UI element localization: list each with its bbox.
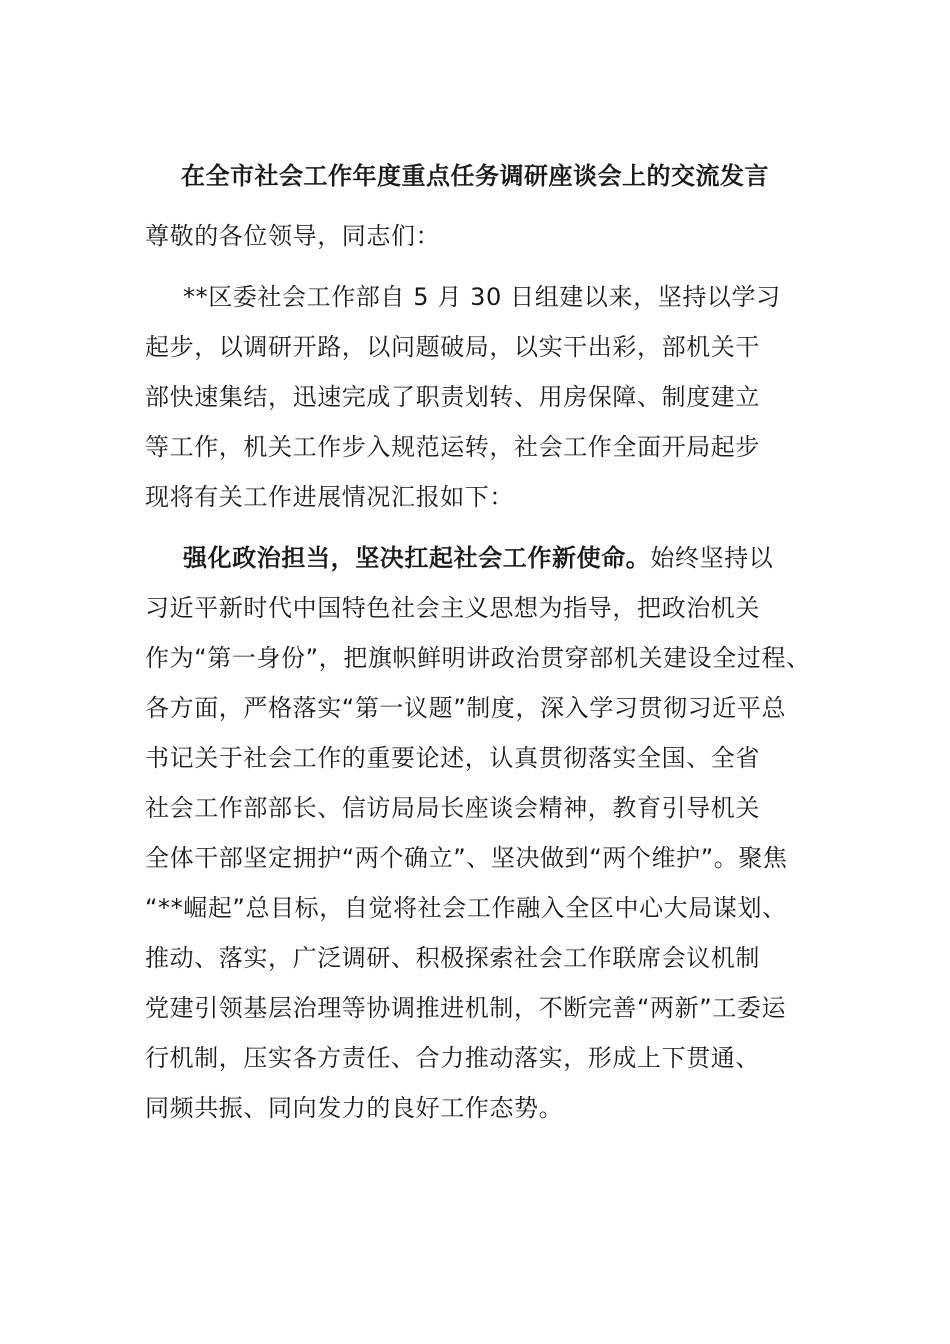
- paragraph-line: 起步，以调研开路，以问题破局，以实干出彩，部机关干: [145, 333, 760, 361]
- paragraph-line: 书记关于社会工作的重要论述，认真贯彻落实全国、全省: [145, 744, 760, 772]
- paragraph-line: 现将有关工作进展情况汇报如下：: [145, 483, 514, 511]
- paragraph-line: 社会工作部部长、信访局局长座谈会精神，教育引导机关: [145, 794, 760, 822]
- paragraph-line: “**崛起”总目标，自觉将社会工作融入全区中心大局谋划、: [145, 894, 787, 922]
- paragraph-heading: 强化政治担当，坚决扛起社会工作新使命。: [183, 544, 651, 572]
- paragraph-first-line: [183, 538, 773, 578]
- paragraph-line: 习近平新时代中国特色社会主义思想为指导，把政治机关: [145, 594, 760, 622]
- document-title: 在全市社会工作年度重点任务调研座谈会上的交流发言: [181, 162, 769, 190]
- paragraph-line: 同频共振、同向发力的良好工作态势。: [145, 1094, 564, 1122]
- paragraph-line: 作为“第一身份”，把旗帜鲜明讲政治贯穿部机关建设全过程、: [145, 644, 811, 672]
- paragraph-line: 党建引领基层治理等协调推进机制，不断完善“两新”工委运: [145, 994, 787, 1022]
- salutation: 尊敬的各位领导，同志们：: [145, 222, 441, 250]
- paragraph-line: 行机制，压实各方责任、合力推动落实，形成上下贯通、: [145, 1044, 760, 1072]
- paragraph-line: 全体干部坚定拥护“两个确立”、坚决做到“两个维护”。聚焦: [145, 844, 788, 872]
- paragraph-line: 推动、落实，广泛调研、积极探索社会工作联席会议机制: [145, 944, 760, 972]
- paragraph-line: **区委社会工作部自 5 月 30 日组建以来，坚持以学习: [183, 283, 781, 311]
- paragraph-heading-rest: 始终坚持以: [650, 544, 774, 572]
- paragraph-line: 各方面，严格落实“第一议题”制度，深入学习贯彻习近平总: [145, 694, 787, 722]
- paragraph-line: 等工作，机关工作步入规范运转，社会工作全面开局起步: [145, 433, 760, 461]
- paragraph-line: 部快速集结，迅速完成了职责划转、用房保障、制度建立: [145, 383, 760, 411]
